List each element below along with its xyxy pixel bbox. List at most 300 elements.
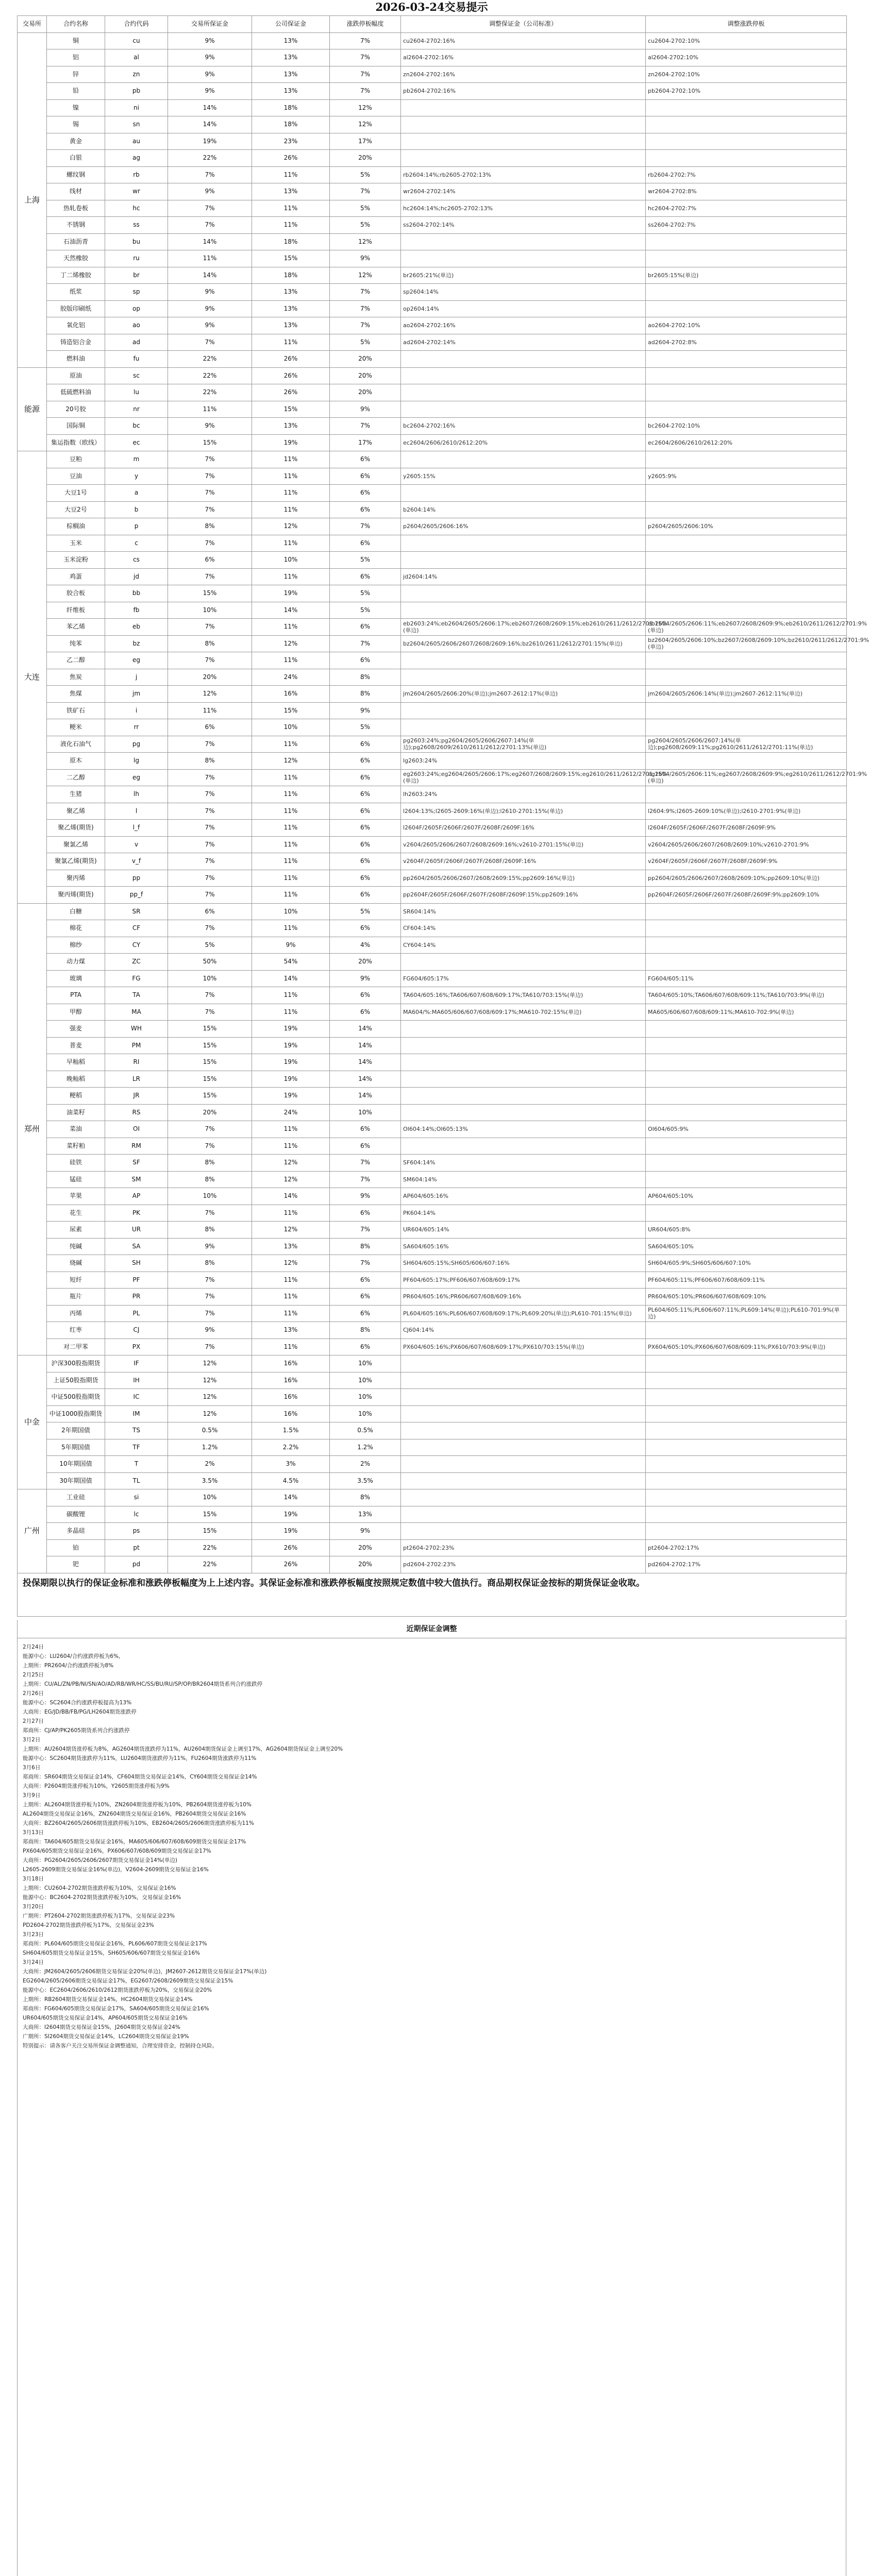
price-limit: 8%	[330, 669, 401, 686]
contract-name: 玉米	[47, 535, 105, 552]
table-row	[18, 1238, 847, 1255]
notice-line: 3月24日	[23, 1959, 44, 1965]
adjusted-margin: ss2604-2702:14%	[401, 217, 646, 234]
adjusted-limit: PR604/605:10%;PR606/607/608/609:10%	[646, 1289, 847, 1306]
contract-name: 焦煤	[47, 686, 105, 703]
exchange-margin: 10%	[168, 602, 252, 619]
adjusted-margin	[401, 233, 646, 250]
price-limit: 20%	[330, 1539, 401, 1556]
notice-line: 上期所：PR2604/合约涨跌停板为8%	[23, 1663, 114, 1669]
notice-line: 2月25日	[23, 1672, 44, 1678]
price-limit: 12%	[330, 233, 401, 250]
price-limit: 5%	[330, 166, 401, 183]
price-limit: 7%	[330, 183, 401, 200]
price-limit: 6%	[330, 535, 401, 552]
exchange-margin: 7%	[168, 1205, 252, 1222]
adjusted-margin: br2605:21%(单边)	[401, 267, 646, 284]
price-limit: 7%	[330, 1255, 401, 1272]
adjusted-limit	[646, 1506, 847, 1523]
contract-name: 菜油	[47, 1121, 105, 1138]
company-margin: 14%	[252, 1188, 330, 1205]
price-limit: 7%	[330, 32, 401, 49]
contract-name: 上证50股指期货	[47, 1372, 105, 1389]
contract-name: 液化石油气	[47, 736, 105, 753]
adjusted-margin: SA604/605:16%	[401, 1238, 646, 1255]
company-margin: 10%	[252, 719, 330, 736]
price-limit: 6%	[330, 1289, 401, 1306]
company-margin: 19%	[252, 1071, 330, 1088]
adjusted-limit: v2604/2605/2606/2607/2608/2609:10%;v2610-2701:9%	[646, 836, 847, 853]
contract-code: TF	[105, 1439, 168, 1456]
price-limit: 14%	[330, 1054, 401, 1071]
adjusted-limit: TA604/605:10%;TA606/607/608/609:11%;TA610/703:9%(单边)	[646, 987, 847, 1004]
notice-line: 2月24日	[23, 1644, 44, 1650]
contract-code: cu	[105, 32, 168, 49]
exchange-margin: 7%	[168, 217, 252, 234]
adjusted-limit	[646, 719, 847, 736]
company-margin: 11%	[252, 1004, 330, 1021]
notice-line: 3月6日	[23, 1765, 41, 1771]
adjusted-limit: al2604-2702:10%	[646, 49, 847, 66]
contract-code: pp_f	[105, 887, 168, 904]
contract-name: 菜籽粕	[47, 1138, 105, 1155]
adjusted-margin: v2604/2605/2606/2607/2608/2609:16%;v2610-2701:15%(单边)	[401, 836, 646, 853]
adjusted-limit: ss2604-2702:7%	[646, 217, 847, 234]
price-limit: 20%	[330, 351, 401, 368]
contract-code: sn	[105, 116, 168, 133]
contract-code: UR	[105, 1222, 168, 1239]
company-margin: 11%	[252, 920, 330, 937]
contract-code: ru	[105, 250, 168, 267]
price-limit: 14%	[330, 1088, 401, 1105]
adjusted-limit: UR604/605:8%	[646, 1222, 847, 1239]
company-margin: 11%	[252, 619, 330, 636]
contract-code: pb	[105, 83, 168, 100]
adjusted-limit: SH604/605:9%;SH605/606/607:10%	[646, 1255, 847, 1272]
contract-code: m	[105, 451, 168, 468]
price-limit: 0.5%	[330, 1422, 401, 1439]
table-row	[18, 1121, 847, 1138]
contract-code: l_f	[105, 820, 168, 837]
exchange-margin: 7%	[168, 987, 252, 1004]
table-row	[18, 686, 847, 703]
price-limit: 6%	[330, 753, 401, 770]
contract-name: 沪深300股指期货	[47, 1355, 105, 1372]
adjusted-limit	[646, 1472, 847, 1489]
adjusted-limit	[646, 1021, 847, 1038]
contract-code: au	[105, 133, 168, 150]
adjusted-limit	[646, 133, 847, 150]
adjusted-limit	[646, 1138, 847, 1155]
table-row	[18, 887, 847, 904]
price-limit: 9%	[330, 401, 401, 418]
contract-name: 中证500股指期货	[47, 1389, 105, 1406]
adjusted-limit: rb2604-2702:7%	[646, 166, 847, 183]
company-margin: 18%	[252, 116, 330, 133]
contract-name: 花生	[47, 1205, 105, 1222]
adjusted-margin: pg2603:24%;pg2604/2605/2606/2607:14%(单边);pg2608/2609/2610/2611/2612/2701:13%(单边)	[401, 736, 646, 753]
adjusted-margin: pp2604F/2605F/2606F/2607F/2608F/2609F:15%;pp2609:16%	[401, 887, 646, 904]
contract-code: jd	[105, 568, 168, 585]
contract-name: 胶合板	[47, 585, 105, 602]
contract-name: 乙二醇	[47, 652, 105, 669]
price-limit: 20%	[330, 1556, 401, 1573]
contract-code: ZC	[105, 954, 168, 971]
contract-name: 尿素	[47, 1222, 105, 1239]
price-limit: 4%	[330, 937, 401, 954]
adjusted-margin: pp2604/2605/2606/2607/2608/2609:15%;pp2609:16%(单边)	[401, 870, 646, 887]
contract-code: wr	[105, 183, 168, 200]
contract-code: bc	[105, 418, 168, 435]
adjusted-margin	[401, 99, 646, 116]
adjusted-limit: ad2604-2702:8%	[646, 334, 847, 351]
adjusted-margin: MA604/%:MA605/606/607/608/609:17%;MA610-702:15%(单边)	[401, 1004, 646, 1021]
price-limit: 5%	[330, 552, 401, 569]
price-limit: 5%	[330, 719, 401, 736]
contract-name: 原木	[47, 753, 105, 770]
adjusted-limit	[646, 535, 847, 552]
table-row	[18, 1405, 847, 1422]
adjusted-limit	[646, 1104, 847, 1121]
price-limit: 6%	[330, 870, 401, 887]
table-row	[18, 49, 847, 66]
adjusted-limit: cu2604-2702:10%	[646, 32, 847, 49]
contract-code: bb	[105, 585, 168, 602]
adjusted-limit	[646, 485, 847, 502]
price-limit: 10%	[330, 1372, 401, 1389]
exchange-margin: 12%	[168, 1389, 252, 1406]
contract-name: 天然橡胶	[47, 250, 105, 267]
contract-name: 30年期国债	[47, 1472, 105, 1489]
adjusted-margin: SF604:14%	[401, 1155, 646, 1172]
adjusted-limit: pg2604/2605/2606/2607:14%(单边);pg2608/2609:11%;pg2610/2611/2612/2701:11%(单边)	[646, 736, 847, 753]
company-margin: 11%	[252, 769, 330, 786]
company-margin: 13%	[252, 1238, 330, 1255]
contract-name: 螺纹钢	[47, 166, 105, 183]
exchange-margin: 15%	[168, 585, 252, 602]
contract-name: 鸡蛋	[47, 568, 105, 585]
table-row	[18, 619, 847, 636]
adjusted-margin	[401, 1523, 646, 1540]
contract-code: WH	[105, 1021, 168, 1038]
price-limit: 7%	[330, 418, 401, 435]
contract-code: eg	[105, 769, 168, 786]
company-margin: 13%	[252, 83, 330, 100]
adjusted-margin	[401, 652, 646, 669]
notice-line: 能源中心：EC2604/2606/2610/2612期货涨跌停板为20%，交易保证金20%	[23, 1987, 212, 1993]
company-margin: 11%	[252, 786, 330, 803]
exchange-name: 上海	[18, 32, 47, 367]
contract-name: 锌	[47, 66, 105, 83]
table-row	[18, 32, 847, 49]
contract-code: ss	[105, 217, 168, 234]
contract-name: 晚籼稻	[47, 1071, 105, 1088]
contract-code: IC	[105, 1389, 168, 1406]
company-margin: 11%	[252, 1205, 330, 1222]
table-row	[18, 853, 847, 870]
exchange-margin: 9%	[168, 49, 252, 66]
adjusted-margin: CJ604:14%	[401, 1322, 646, 1339]
contract-name: 铝	[47, 49, 105, 66]
adjusted-limit: bz2604/2605/2606:10%;bz2607/2608/2609:10%;bz2610/2611/2612/2701:9%(单边)	[646, 635, 847, 652]
adjusted-limit: y2605:9%	[646, 468, 847, 485]
price-limit: 14%	[330, 1071, 401, 1088]
adjusted-margin	[401, 250, 646, 267]
notice-line: 上期所：RB2604期货交易保证金14%，HC2604期货交易保证金14%	[23, 1996, 193, 2003]
contract-code: CF	[105, 920, 168, 937]
exchange-margin: 8%	[168, 518, 252, 535]
exchange-margin: 22%	[168, 1556, 252, 1573]
exchange-margin: 14%	[168, 99, 252, 116]
exchange-margin: 20%	[168, 669, 252, 686]
adjusted-limit	[646, 501, 847, 518]
exchange-margin: 1.2%	[168, 1439, 252, 1456]
adjusted-limit	[646, 233, 847, 250]
adjusted-limit: AP604/605:10%	[646, 1188, 847, 1205]
adjusted-margin: PL604/605:16%;PL606/607/608/609:17%;PL609:20%(单边);PL610-701:15%(单边)	[401, 1305, 646, 1322]
price-limit: 6%	[330, 820, 401, 837]
exchange-margin: 6%	[168, 719, 252, 736]
exchange-margin: 7%	[168, 887, 252, 904]
contract-name: 集运指数（欧线）	[47, 434, 105, 451]
exchange-margin: 22%	[168, 367, 252, 384]
adjusted-margin: y2605:15%	[401, 468, 646, 485]
adjusted-limit	[646, 1322, 847, 1339]
company-margin: 11%	[252, 853, 330, 870]
contract-name: 多晶硅	[47, 1523, 105, 1540]
column-header: 公司保证金	[252, 16, 330, 33]
table-row	[18, 1506, 847, 1523]
price-limit: 5%	[330, 200, 401, 217]
adjusted-limit	[646, 300, 847, 317]
contract-name: 豆油	[47, 468, 105, 485]
exchange-margin: 14%	[168, 233, 252, 250]
exchange-margin: 19%	[168, 133, 252, 150]
company-margin: 11%	[252, 870, 330, 887]
adjusted-margin	[401, 1138, 646, 1155]
price-limit: 10%	[330, 1355, 401, 1372]
company-margin: 11%	[252, 217, 330, 234]
contract-name: 20号胶	[47, 401, 105, 418]
adjusted-margin	[401, 702, 646, 719]
margin-notice: 投保期限以执行的保证金标准和涨跌停板幅度为上上述内容。其保证金标准和涨跌停板幅度按照规定数值中较大值执行。商品期权保证金按标的期货保证金收取。	[17, 1573, 846, 1617]
contract-code: b	[105, 501, 168, 518]
exchange-margin: 7%	[168, 1004, 252, 1021]
exchange-margin: 7%	[168, 1272, 252, 1289]
contract-code: fu	[105, 351, 168, 368]
contract-name: 聚丙烯(期货)	[47, 887, 105, 904]
table-row	[18, 1289, 847, 1306]
table-row	[18, 150, 847, 167]
contract-name: 棉纱	[47, 937, 105, 954]
company-margin: 9%	[252, 937, 330, 954]
contract-code: LR	[105, 1071, 168, 1088]
table-row	[18, 1338, 847, 1355]
table-row	[18, 1389, 847, 1406]
company-margin: 2.2%	[252, 1439, 330, 1456]
contract-code: v	[105, 836, 168, 853]
adjusted-limit	[646, 568, 847, 585]
table-row	[18, 1037, 847, 1054]
exchange-margin: 7%	[168, 1289, 252, 1306]
contract-name: 聚氯乙烯	[47, 836, 105, 853]
contract-name: 中证1000股指期货	[47, 1405, 105, 1422]
notice-line: 上期所：CU/AL/ZN/PB/NI/SN/AO/AD/RB/WR/HC/SS/BU/RU/SP/OP/BR2604期货系列合约涨跌停	[23, 1681, 263, 1687]
contract-code: pg	[105, 736, 168, 753]
contract-code: SA	[105, 1238, 168, 1255]
notice-line: UR604/605期货交易保证金14%，AP604/605期货交易保证金16%	[23, 2015, 188, 2021]
exchange-margin: 7%	[168, 166, 252, 183]
adjusted-limit	[646, 602, 847, 619]
exchange-margin: 0.5%	[168, 1422, 252, 1439]
exchange-margin: 14%	[168, 267, 252, 284]
exchange-margin: 10%	[168, 1489, 252, 1506]
adjusted-limit: eg2604/2605/2606:11%;eg2607/2608/2609:9%;eg2610/2611/2612/2701:9%(单边)	[646, 769, 847, 786]
adjusted-margin	[401, 1456, 646, 1473]
contract-code: FG	[105, 970, 168, 987]
adjusted-margin	[401, 1088, 646, 1105]
table-row	[18, 635, 847, 652]
contract-name: 油菜籽	[47, 1104, 105, 1121]
contract-name: 二乙醇	[47, 769, 105, 786]
price-limit: 12%	[330, 267, 401, 284]
contract-name: 棉花	[47, 920, 105, 937]
company-margin: 11%	[252, 485, 330, 502]
exchange-margin: 7%	[168, 568, 252, 585]
table-row	[18, 1422, 847, 1439]
exchange-margin: 7%	[168, 769, 252, 786]
exchange-margin: 12%	[168, 686, 252, 703]
price-limit: 9%	[330, 1523, 401, 1540]
table-row	[18, 1556, 847, 1573]
exchange-margin: 15%	[168, 1088, 252, 1105]
company-margin: 16%	[252, 686, 330, 703]
exchange-margin: 7%	[168, 803, 252, 820]
exchange-margin: 7%	[168, 451, 252, 468]
exchange-margin: 8%	[168, 635, 252, 652]
adjusted-margin: bz2604/2605/2606/2607/2608/2609:16%;bz2610/2611/2612/2701:15%(单边)	[401, 635, 646, 652]
contract-name: 10年期国债	[47, 1456, 105, 1473]
contract-name: 焦炭	[47, 669, 105, 686]
contract-code: ao	[105, 317, 168, 334]
company-margin: 3%	[252, 1456, 330, 1473]
contract-name: 苯乙烯	[47, 619, 105, 636]
column-header: 合约名称	[47, 16, 105, 33]
exchange-margin: 9%	[168, 284, 252, 301]
contract-name: 白银	[47, 150, 105, 167]
adjusted-limit	[646, 1389, 847, 1406]
table-row	[18, 518, 847, 535]
adjusted-margin	[401, 669, 646, 686]
contract-code: rb	[105, 166, 168, 183]
exchange-margin: 15%	[168, 434, 252, 451]
contract-name: 苹果	[47, 1188, 105, 1205]
adjusted-margin: zn2604-2702:16%	[401, 66, 646, 83]
price-limit: 6%	[330, 920, 401, 937]
table-row	[18, 803, 847, 820]
adjusted-margin: pd2604-2702:23%	[401, 1556, 646, 1573]
exchange-margin: 7%	[168, 836, 252, 853]
exchange-margin: 6%	[168, 903, 252, 920]
exchange-margin: 22%	[168, 351, 252, 368]
table-row	[18, 535, 847, 552]
price-limit: 6%	[330, 803, 401, 820]
company-margin: 54%	[252, 954, 330, 971]
contract-name: 粳稻	[47, 1088, 105, 1105]
adjusted-limit	[646, 652, 847, 669]
exchange-margin: 7%	[168, 468, 252, 485]
exchange-margin: 6%	[168, 552, 252, 569]
column-header: 涨跌停板幅度	[330, 16, 401, 33]
exchange-margin: 9%	[168, 66, 252, 83]
adjusted-limit: bc2604-2702:10%	[646, 418, 847, 435]
price-limit: 6%	[330, 568, 401, 585]
company-margin: 12%	[252, 1255, 330, 1272]
exchange-margin: 3.5%	[168, 1472, 252, 1489]
table-row	[18, 1272, 847, 1289]
table-row	[18, 702, 847, 719]
price-limit: 6%	[330, 619, 401, 636]
contract-code: JR	[105, 1088, 168, 1105]
table-row	[18, 1171, 847, 1188]
notice-line: 大商所：EG/JD/BB/FB/PG/LH2604期货涨跌停	[23, 1709, 137, 1715]
price-limit: 6%	[330, 987, 401, 1004]
contract-code: br	[105, 267, 168, 284]
table-row	[18, 367, 847, 384]
adjusted-limit	[646, 150, 847, 167]
adjusted-limit	[646, 1171, 847, 1188]
table-row	[18, 1054, 847, 1071]
column-header: 交易所保证金	[168, 16, 252, 33]
table-row	[18, 937, 847, 954]
table-row	[18, 1205, 847, 1222]
notice-line: PD2604-2702期货涨跌停板为17%，交易保证金23%	[23, 1922, 154, 1928]
exchange-margin: 10%	[168, 970, 252, 987]
price-limit: 6%	[330, 836, 401, 853]
exchange-name: 大连	[18, 451, 47, 904]
adjusted-margin: eb2603:24%;eb2604/2605/2606:17%;eb2607/2608/2609:15%;eb2610/2611/2612/2701:15%(单边)	[401, 619, 646, 636]
contract-name: 棕榈油	[47, 518, 105, 535]
table-row	[18, 1222, 847, 1239]
company-margin: 1.5%	[252, 1422, 330, 1439]
contract-name: 瓶片	[47, 1289, 105, 1306]
notice-line: 特别提示：请各客户关注交易所保证金调整通知，合理安排资金，控制持仓风险。	[23, 2043, 218, 2049]
exchange-margin: 8%	[168, 1222, 252, 1239]
exchange-margin: 9%	[168, 300, 252, 317]
adjusted-margin	[401, 116, 646, 133]
column-header: 调整保证金（公司标准）	[401, 16, 646, 33]
company-margin: 26%	[252, 1539, 330, 1556]
notice-line: 郑商所：FG604/605期货交易保证金17%，SA604/605期货交易保证金16%	[23, 2006, 209, 2012]
adjusted-margin	[401, 1422, 646, 1439]
exchange-margin: 15%	[168, 1523, 252, 1540]
adjusted-margin: cu2604-2702:16%	[401, 32, 646, 49]
adjusted-limit	[646, 351, 847, 368]
adjusted-margin: pt2604-2702:23%	[401, 1539, 646, 1556]
contract-code: IF	[105, 1355, 168, 1372]
contract-name: 热轧卷板	[47, 200, 105, 217]
company-margin: 14%	[252, 970, 330, 987]
table-row	[18, 133, 847, 150]
notice-line: 3月2日	[23, 1737, 41, 1743]
adjusted-limit: eb2604/2605/2606:11%;eb2607/2608/2609:9%;eb2610/2611/2612/2701:9%(单边)	[646, 619, 847, 636]
contract-name: 氧化铝	[47, 317, 105, 334]
price-limit: 2%	[330, 1456, 401, 1473]
contract-code: i	[105, 702, 168, 719]
company-margin: 10%	[252, 903, 330, 920]
contract-code: sc	[105, 367, 168, 384]
contract-name: 碳酸锂	[47, 1506, 105, 1523]
